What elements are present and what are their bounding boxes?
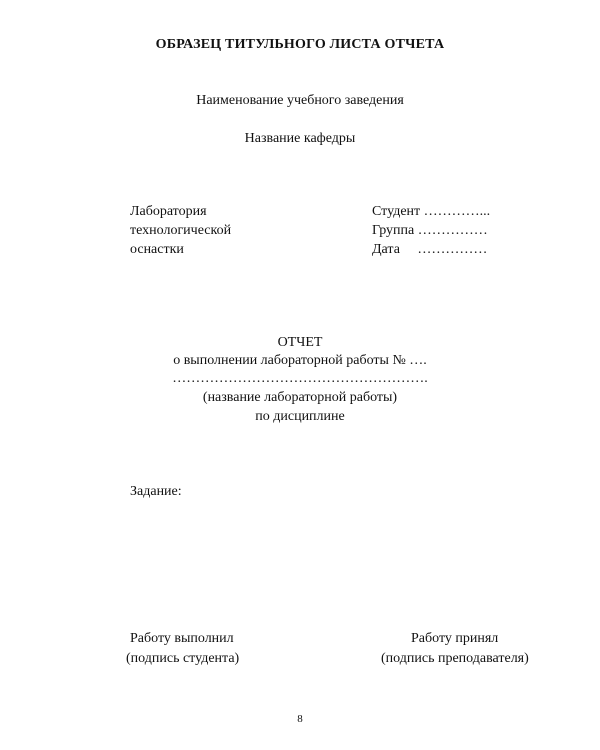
date-field: Дата …………… bbox=[372, 242, 488, 257]
department-name: Название кафедры bbox=[244, 131, 356, 146]
report-work-name: (название лабораторной работы) bbox=[202, 390, 398, 405]
task-label: Задание: bbox=[130, 484, 182, 499]
report-discipline: по дисциплине bbox=[255, 409, 345, 424]
report-title: ОТЧЕТ bbox=[277, 335, 323, 350]
report-dots-line: ………………………………………………. bbox=[172, 371, 428, 386]
teacher-signature-label: (подпись преподавателя) bbox=[381, 651, 529, 666]
laboratory-line-2: технологической bbox=[130, 223, 232, 238]
group-field: Группа …………… bbox=[372, 223, 488, 238]
laboratory-line-3: оснастки bbox=[130, 242, 184, 257]
report-subtitle: о выполнении лабораторной работы № …. bbox=[173, 353, 427, 368]
page-heading: ОБРАЗЕЦ ТИТУЛЬНОГО ЛИСТА ОТЧЕТА bbox=[155, 37, 445, 52]
institution-name: Наименование учебного заведения bbox=[196, 93, 404, 108]
page-number: 8 bbox=[297, 713, 303, 725]
laboratory-line-1: Лаборатория bbox=[130, 204, 207, 219]
student-field: Студент …………... bbox=[372, 204, 491, 219]
accepted-by-label: Работу принял bbox=[411, 631, 499, 646]
performed-by-label: Работу выполнил bbox=[130, 631, 234, 646]
student-signature-label: (подпись студента) bbox=[126, 651, 240, 666]
